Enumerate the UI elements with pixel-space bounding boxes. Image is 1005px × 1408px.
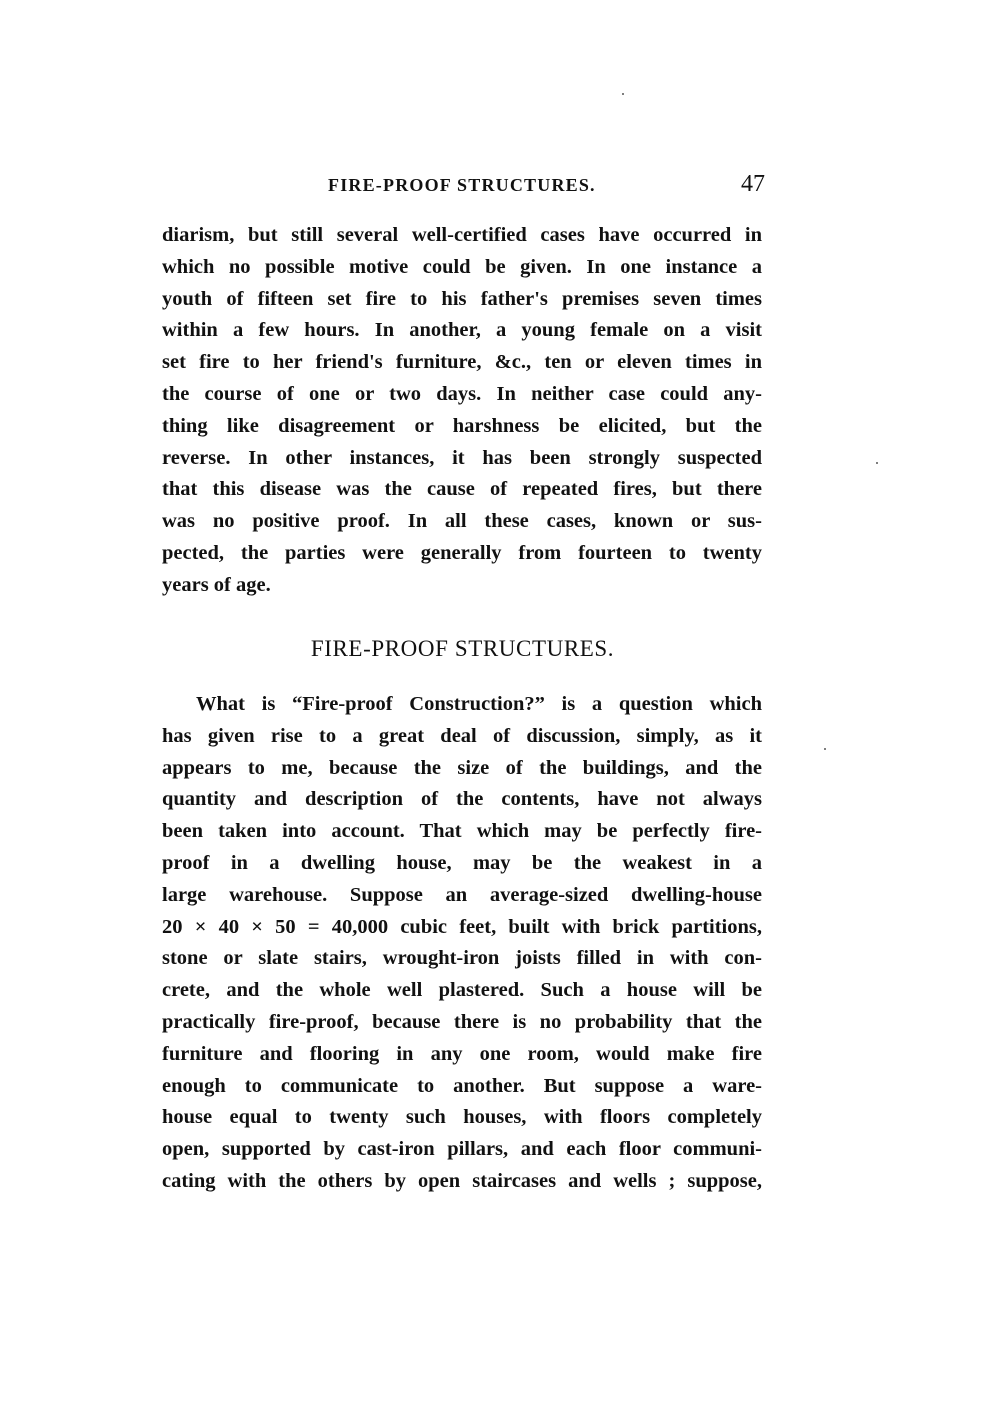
text-line: cating with the others by open staircases and wells ; suppose, — [162, 1169, 762, 1192]
text-line: What is “Fire-proof Construction?” is a question which — [196, 693, 762, 715]
text-line: been taken into account. That which may be perfectly fire- — [162, 820, 762, 843]
text-line: open, supported by cast-iron pillars, and each floor communi- — [162, 1138, 762, 1161]
text-line: that this disease was the cause of repeated fires, but there — [162, 478, 762, 501]
text-line: furniture and flooring in any one room, would make fire — [162, 1042, 762, 1065]
print-speck — [876, 462, 878, 464]
print-speck — [622, 93, 624, 95]
text-line: set fire to her friend's furniture, &c., ten or eleven times in — [162, 351, 762, 374]
text-line: which no possible motive could be given. In one instance a — [162, 255, 762, 278]
text-line: quantity and description of the contents, have not always — [162, 788, 762, 811]
text-line: diarism, but still several well-certified cases have occurred in — [162, 224, 762, 246]
print-speck — [824, 748, 826, 750]
text-line: was no positive proof. In all these cases, known or sus- — [162, 510, 762, 533]
running-head-title: FIRE-PROOF STRUCTURES. — [328, 175, 596, 195]
page-number: 47 — [741, 171, 765, 197]
text-line: pected, the parties were generally from fourteen to twenty — [162, 541, 762, 564]
text-line: practically fire-proof, because there is no probability that the — [162, 1010, 762, 1033]
text-line: stone or slate stairs, wrought-iron joists filled in with con- — [162, 947, 762, 970]
text-line: reverse. In other instances, it has been strongly suspected — [162, 446, 762, 469]
running-head — [160, 171, 765, 205]
text-line: house equal to twenty such houses, with floors completely — [162, 1106, 762, 1129]
text-line: large warehouse. Suppose an average-sized dwelling-house — [162, 883, 762, 906]
text-line: appears to me, because the size of the buildings, and the — [162, 756, 762, 779]
section-heading: FIRE-PROOF STRUCTURES. — [310, 636, 615, 661]
text-line: years of age. — [162, 573, 271, 596]
text-line: enough to communicate to another. But suppose a ware- — [162, 1074, 762, 1097]
text-line: the course of one or two days. In neither case could any- — [162, 382, 762, 405]
text-line: has given rise to a great deal of discussion, simply, as it — [162, 724, 762, 747]
paragraph-fire-proof-construction — [162, 689, 762, 1198]
text-line: crete, and the whole well plastered. Such a house will be — [162, 979, 762, 1002]
text-line: proof in a dwelling house, may be the weakest in a — [162, 851, 762, 874]
text-line: 20 × 40 × 50 = 40,000 cubic feet, built with brick partitions, — [162, 915, 762, 938]
text-line: thing like disagreement or harshness be elicited, but the — [162, 414, 762, 437]
text-line: within a few hours. In another, a young female on a visit — [162, 319, 762, 342]
text-line: youth of fifteen set fire to his father's premises seven times — [162, 287, 762, 310]
paragraph-continued — [162, 220, 762, 602]
